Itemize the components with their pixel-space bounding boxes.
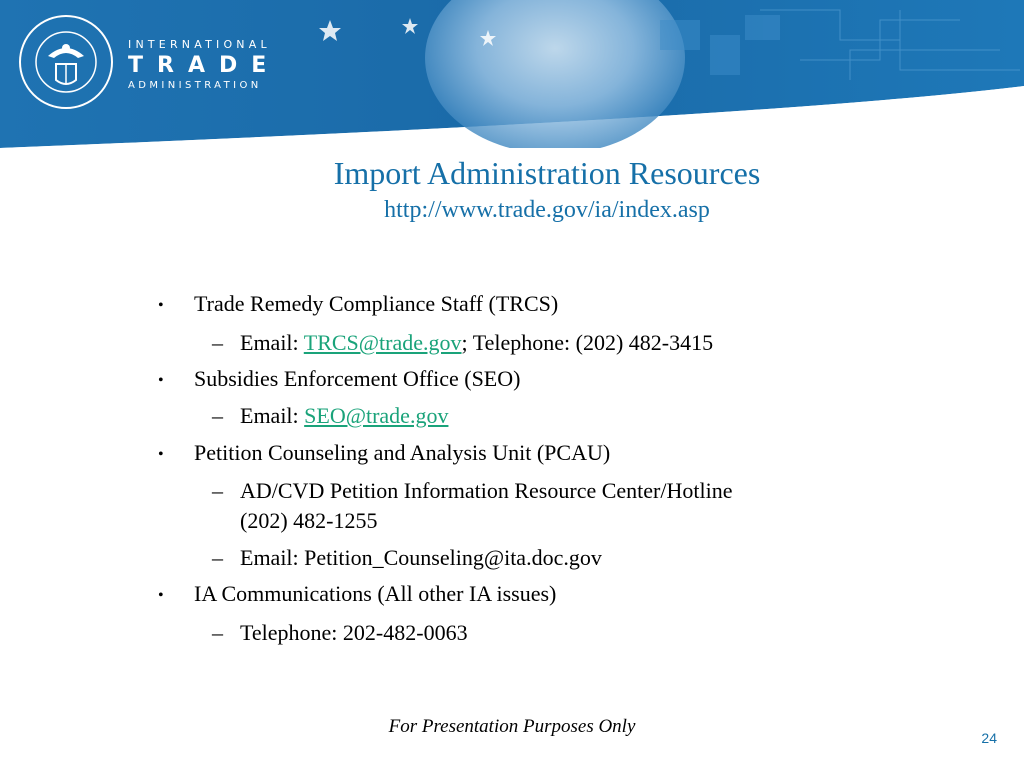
sub-seo-email-label: Email: [240,403,305,428]
slide-subtitle-url[interactable]: http://www.trade.gov/ia/index.asp [384,197,710,223]
dash-marker: – [212,330,223,355]
dash-marker: – [212,620,223,645]
dash-marker: – [212,403,223,428]
sub-ia-telephone: Telephone: 202-482-0063 [240,620,468,645]
dash-marker: – [212,478,223,503]
trcs-email-link[interactable]: TRCS@trade.gov [303,330,462,355]
sub-pcau-email: Email: Petition_Counseling@ita.doc.gov [240,545,602,570]
bullet-trcs: Trade Remedy Compliance Staff (TRCS) [194,291,559,316]
seo-email-link[interactable]: SEO@trade.gov [304,403,449,428]
bullet-marker: • [158,372,164,389]
sub-pcau-hotline-phone: (202) 482-1255 [240,508,378,533]
sub-pcau-hotline: AD/CVD Petition Information Resource Center/Hotline [240,478,733,503]
agency-name-line3: ADMINISTRATION [128,80,262,91]
sub-trcs-email-label: Email: [240,330,304,355]
bullet-marker: • [158,446,164,463]
footer-disclaimer: For Presentation Purposes Only [388,716,636,737]
bullet-pcau: Petition Counseling and Analysis Unit (PCAU) [194,440,611,465]
sub-trcs-telephone: ; Telephone: (202) 482-3415 [461,330,714,355]
bullet-marker: • [158,587,164,604]
sub-seo-contact [240,403,448,429]
dash-marker: – [212,545,223,570]
agency-name-line2: TRADE [128,53,281,78]
bullet-seo: Subsidies Enforcement Office (SEO) [194,366,521,391]
bullet-marker: • [158,297,164,314]
page-number: 24 [981,730,997,746]
agency-name-line1: INTERNATIONAL [128,38,271,51]
bullet-ia-communications: IA Communications (All other IA issues) [194,581,557,606]
sub-trcs-contact [240,330,713,356]
slide-title: Import Administration Resources [333,155,761,191]
